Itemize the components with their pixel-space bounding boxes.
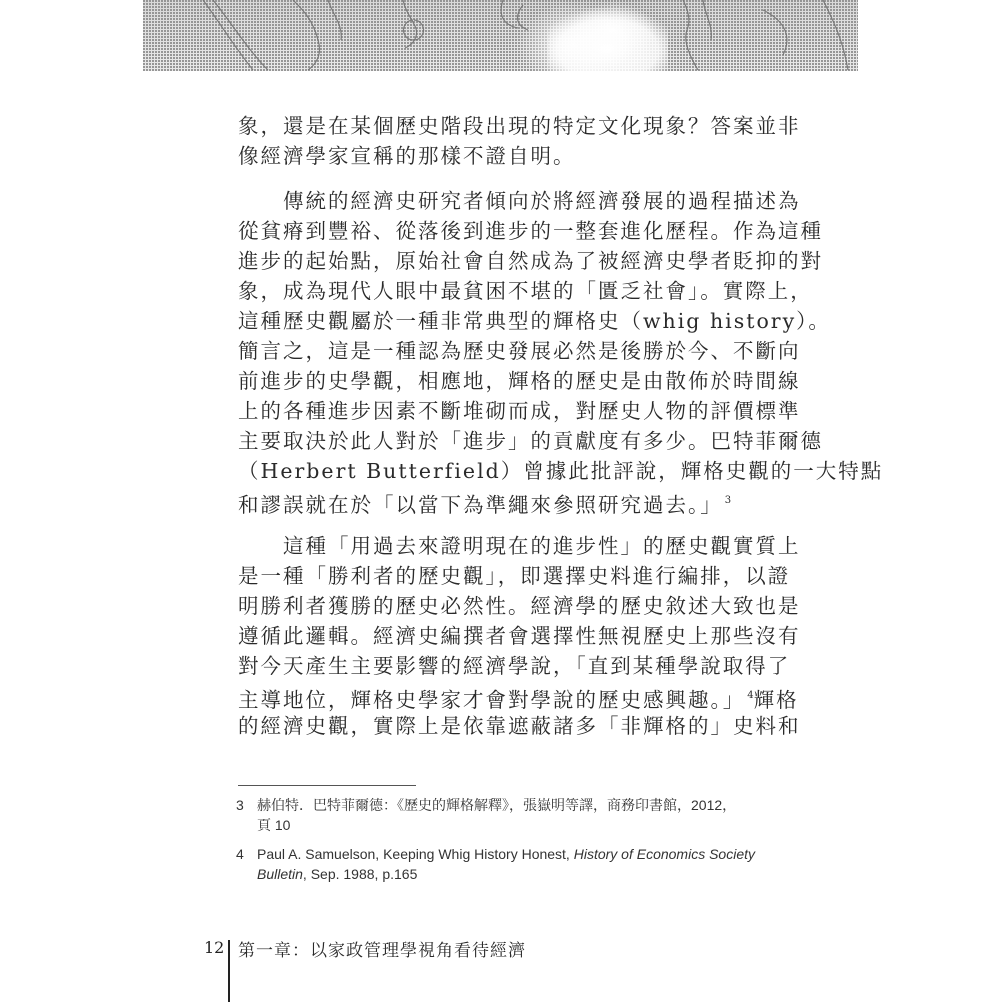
- page-footer: [0, 930, 1000, 1000]
- text-line: 像經濟學家宣稱的那樣不證自明。: [238, 144, 576, 168]
- text-line: 從貧瘠到豐裕、從落後到進步的一整套進化歷程。作為這種: [238, 219, 823, 243]
- footnote-divider: [238, 785, 416, 786]
- paragraph-3: [238, 531, 801, 741]
- text-line: 這種歷史觀屬於一種非常典型的輝格史（whig history）。: [238, 309, 831, 333]
- footnote-3: [236, 795, 756, 835]
- text-line: 前進步的史學觀，相應地，輝格的歷史是由散佈於時間線: [238, 369, 801, 393]
- citation-date-page: , Sep. 1988, p.165: [302, 866, 418, 882]
- illustration-banner: [143, 0, 858, 71]
- page-number: 12: [204, 938, 225, 957]
- text-line: 象，成為現代人眼中最貧困不堪的「匱乏社會」。實際上，: [238, 279, 813, 303]
- paragraph-1: [238, 111, 801, 171]
- text-line: 是一種「勝利者的歷史觀」，即選擇史料進行編排，以證: [238, 564, 791, 588]
- chapter-title: 第一章：以家政管理學視角看待經濟: [238, 941, 526, 961]
- line-text: 和謬誤就在於「以當下為準繩來參照研究過去。」: [238, 493, 723, 517]
- text-line: 簡言之，這是一種認為歷史發展必然是後勝於今、不斷向: [238, 339, 801, 363]
- footnote-text: [257, 844, 756, 864]
- paragraph-2: [238, 186, 884, 517]
- footnote-text-cont: [257, 864, 756, 884]
- citation-authors-title: Paul A. Samuelson, Keeping Whig History Honest,: [257, 846, 574, 862]
- footnote-ref-4[interactable]: 4: [747, 690, 754, 701]
- text-line: 上的各種進步因素不斷堆砌而成，對歷史人物的評價標準: [238, 399, 801, 423]
- text-line: 遵循此邏輯。經濟史編撰者會選擇性無視歷史上那些沒有: [238, 624, 801, 648]
- footer-divider-bar: [228, 940, 230, 1002]
- footnote-text: 赫伯特．巴特菲爾德：《歷史的輝格解釋》，張嶽明等譯，商務印書館，2012，: [257, 797, 737, 813]
- line-text-after: 輝格: [753, 688, 799, 712]
- journal-title: History of Economics Society: [573, 846, 756, 862]
- footnote-number: 4: [236, 846, 244, 862]
- text-line: 對今天產生主要影響的經濟學說，「直到某種學說取得了: [238, 654, 791, 678]
- line-text: 主導地位，輝格史學家才會對學說的歷史感興趣。」: [238, 688, 746, 712]
- text-line: （Herbert Butterfield）曾據此批評說，輝格史觀的一大特點: [238, 459, 884, 483]
- text-line: 進步的起始點，原始社會自然成為了被經濟史學者貶抑的對: [238, 249, 823, 273]
- text-line: 這種「用過去來證明現在的進步性」的歷史觀實質上: [283, 534, 801, 558]
- footnote-text-cont: 頁 10: [257, 817, 291, 833]
- footnote-number: 3: [236, 797, 244, 813]
- text-line: 主要取決於此人對於「進步」的貢獻度有多少。巴特菲爾德: [238, 429, 823, 453]
- footnote-ref-3[interactable]: 3: [724, 495, 732, 506]
- engraving-illustration-icon: [143, 0, 858, 71]
- journal-title-cont: Bulletin: [257, 866, 303, 882]
- footnotes: [236, 795, 756, 893]
- footnote-4: [236, 844, 756, 884]
- text-line: [238, 681, 799, 712]
- text-line: [238, 486, 738, 516]
- text-line: 象，還是在某個歷史階段出現的特定文化現象？答案並非: [238, 114, 801, 138]
- body-text: [238, 111, 884, 741]
- text-line: 明勝利者獲勝的歷史必然性。經濟學的歷史敘述大致也是: [238, 594, 801, 618]
- text-line: 傳統的經濟史研究者傾向於將經濟發展的過程描述為: [283, 189, 801, 213]
- text-line: 的經濟史觀，實際上是依靠遮蔽諸多「非輝格的」史料和: [238, 714, 801, 738]
